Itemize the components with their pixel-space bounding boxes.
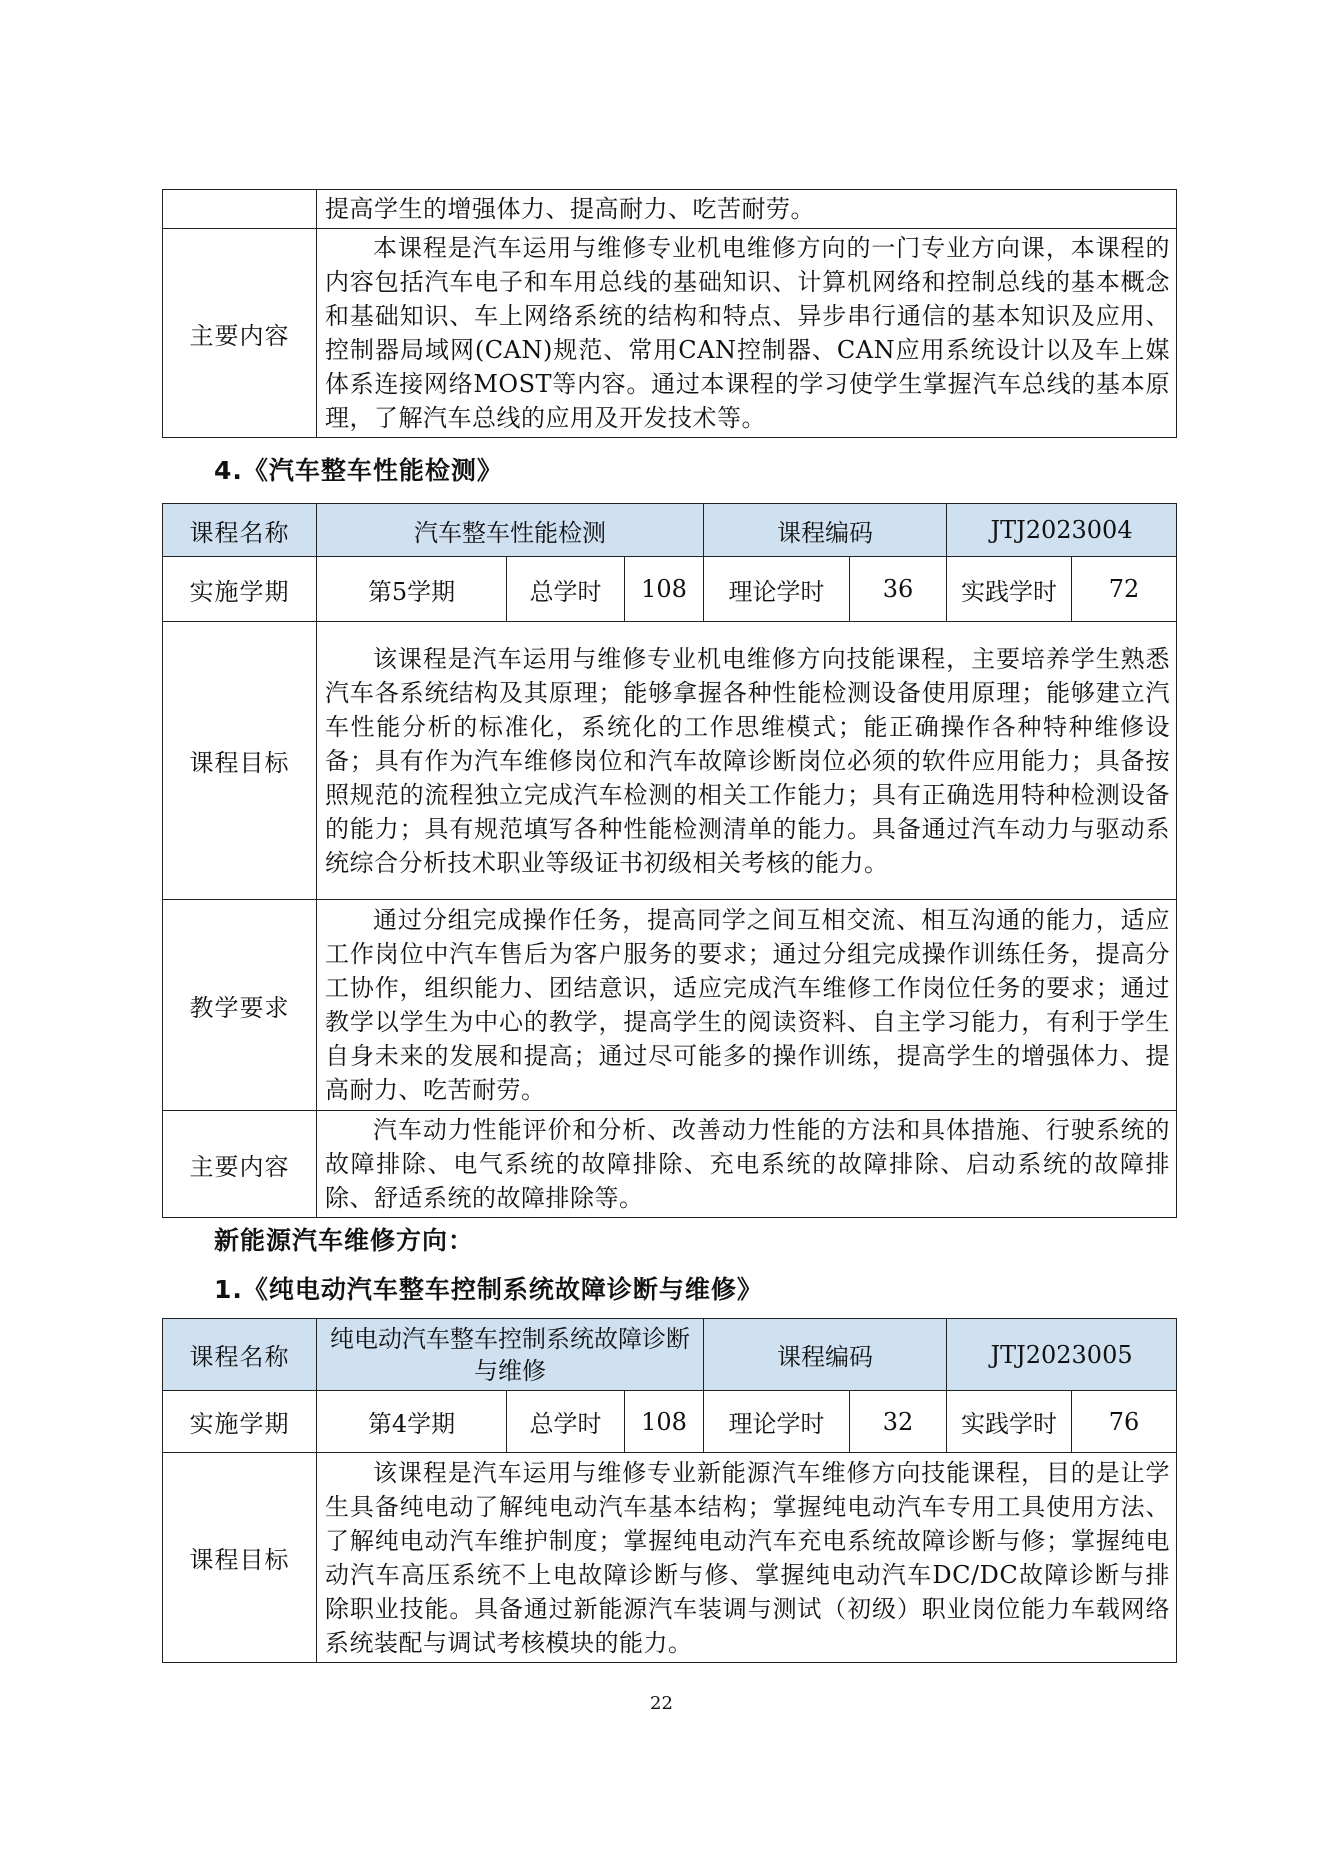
section-heading-nev-1: 1.《纯电动汽车整车控制系统故障诊断与维修》 — [214, 1275, 763, 1304]
course-name-label: 课程名称 — [163, 1319, 317, 1391]
theory-hours-label: 理论学时 — [704, 557, 850, 622]
course-table-ev-control-system — [162, 1318, 1177, 1663]
empty-label-cell — [163, 190, 317, 229]
direction-heading: 新能源汽车维修方向： — [214, 1226, 475, 1255]
teaching-requirement-text: 通过分组完成操作任务，提高同学之间互相交流、相互沟通的能力，适应工作岗位中汽车售后为客户服务的要求；通过分组完成操作训练任务，提高分工协作，组织能力、团结意识，适应完成汽车维修工作岗位任务的要求；通过教学以学生为中心的教学，提高学生的阅读资料、自主学习能力，有利于学生自身未来的发展和提高；通过尽可能多的操作训练，提高学生的增强体力、提高耐力、吃苦耐劳。 — [317, 900, 1177, 1111]
theory-hours-value: 32 — [850, 1391, 947, 1453]
course-code-label: 课程编码 — [704, 1319, 947, 1391]
term-value: 第5学期 — [317, 557, 507, 622]
theory-hours-value: 36 — [850, 557, 947, 622]
main-content-text: 汽车动力性能评价和分析、改善动力性能的方法和具体措施、行驶系统的故障排除、电气系统的故障排除、充电系统的故障排除、启动系统的故障排除、舒适系统的故障排除等。 — [317, 1111, 1177, 1218]
course-name-label: 课程名称 — [163, 504, 317, 557]
section-heading-4: 4.《汽车整车性能检测》 — [214, 456, 503, 485]
course-goal-label: 课程目标 — [163, 622, 317, 900]
course-code-label: 课程编码 — [704, 504, 947, 557]
total-hours-value: 108 — [625, 557, 704, 622]
total-hours-label: 总学时 — [507, 557, 625, 622]
total-hours-label: 总学时 — [507, 1391, 625, 1453]
course-name-value: 汽车整车性能检测 — [317, 504, 704, 557]
practice-hours-value: 76 — [1072, 1391, 1177, 1453]
page-number: 22 — [650, 1693, 673, 1714]
course-code-value: JTJ2023004 — [947, 504, 1177, 557]
theory-hours-label: 理论学时 — [704, 1391, 850, 1453]
main-content-text: 本课程是汽车运用与维修专业机电维修方向的一门专业方向课，本课程的内容包括汽车电子和车用总线的基础知识、计算机网络和控制总线的基本概念和基础知识、车上网络系统的结构和特点、异步串行通信的基本知识及应用、控制器局域网(CAN)规范、常用CAN控制器、CAN应用系统设计以及车上媒体系连接网络MOST等内容。通过本课程的学习使学生掌握汽车总线的基本原理，了解汽车总线的应用及开发技术等。 — [317, 229, 1177, 438]
course-goal-label: 课程目标 — [163, 1453, 317, 1663]
term-label: 实施学期 — [163, 557, 317, 622]
course-table-vehicle-performance — [162, 503, 1177, 1218]
main-content-label: 主要内容 — [163, 1111, 317, 1218]
course-goal-text: 该课程是汽车运用与维修专业新能源汽车维修方向技能课程，目的是让学生具备纯电动了解纯电动汽车基本结构；掌握纯电动汽车专用工具使用方法、了解纯电动汽车维护制度；掌握纯电动汽车充电系统故障诊断与修；掌握纯电动汽车高压系统不上电故障诊断与修、掌握纯电动汽车DC/DC故障诊断与排除职业技能。具备通过新能源汽车装调与测试（初级）职业岗位能力车载网络系统装配与调试考核模块的能力。 — [317, 1453, 1177, 1663]
requirement-text-tail: 提高学生的增强体力、提高耐力、吃苦耐劳。 — [317, 190, 1177, 229]
course-name-value: 纯电动汽车整车控制系统故障诊断与维修 — [317, 1319, 704, 1391]
total-hours-value: 108 — [625, 1391, 704, 1453]
practice-hours-value: 72 — [1072, 557, 1177, 622]
term-value: 第4学期 — [317, 1391, 507, 1453]
course-goal-text: 该课程是汽车运用与维修专业机电维修方向技能课程，主要培养学生熟悉汽车各系统结构及其原理；能够拿握各种性能检测设备使用原理；能够建立汽车性能分析的标准化，系统化的工作思维模式；能正确操作各种特种维修设备；具有作为汽车维修岗位和汽车故障诊断岗位必须的软件应用能力；具备按照规范的流程独立完成汽车检测的相关工作能力；具有正确选用特种检测设备的能力；具有规范填写各种性能检测清单的能力。具备通过汽车动力与驱动系统综合分析技术职业等级证书初级相关考核的能力。 — [317, 622, 1177, 900]
term-label: 实施学期 — [163, 1391, 317, 1453]
practice-hours-label: 实践学时 — [947, 557, 1072, 622]
course-code-value: JTJ2023005 — [947, 1319, 1177, 1391]
teaching-requirement-label: 教学要求 — [163, 900, 317, 1111]
course-table-continued — [162, 189, 1177, 438]
practice-hours-label: 实践学时 — [947, 1391, 1072, 1453]
main-content-label: 主要内容 — [163, 229, 317, 438]
